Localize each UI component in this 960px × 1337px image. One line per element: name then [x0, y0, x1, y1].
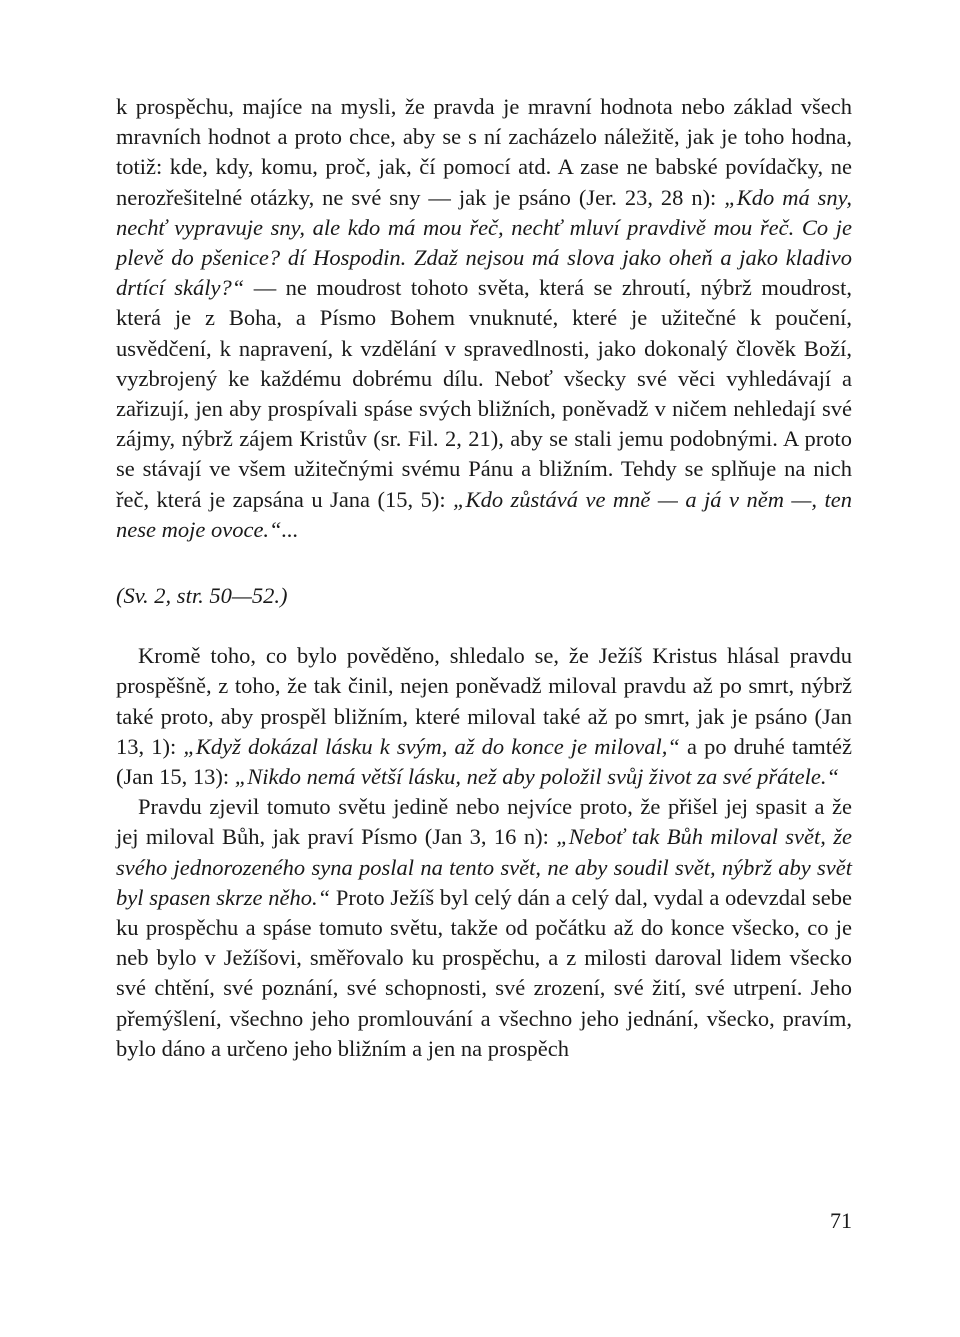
text-run: Kromě toho, co bylo pověděno, shledalo se, že Ježíš Kristus hlásal pravdu prospěšně, z toho, že tak činil, nejen poněvadž miloval pravdu až po smrt, nýbrž také proto, aby prospěl bližním, které miloval také až po smrt, jak je psáno (Jan 13, 1):: [116, 643, 852, 759]
quote-john-15: „Kdo zůstává ve mně — a já v něm —, ten nese moje ovoce.“...: [116, 486, 853, 542]
text-run: Proto Ježíš byl celý dán a celý dal, vydal a odevzdal sebe ku prospěchu a spáse tomuto světu, takže od počátku až do konce všecko, co je neb bylo v Ježíšovi, směřovalo ku prospěchu, a z milosti daroval lidem všecko své chtění, své poznání, své schopnosti, své zrození, své žití, své utrpení. Jeho přemýšlení, všechno jeho promlouvání a všechno jeho jednání, všecko, pravím, bylo dáno a určeno jeho bližním a jen na prospěch: [116, 884, 852, 1061]
source-reference: [116, 581, 852, 611]
quote-john-15-13: „Nikdo nemá větší lásku, než aby položil svůj život za své přátele.“: [234, 764, 840, 790]
text-run: k prospěchu, majíce na mysli, že pravda je mravní hodnota nebo základ všech mravních hodnot a proto chce, aby se s ní zacházelo náležitě, jak je toho hodna, totiž: kde, kdy, komu, proč, jak, čí pomocí atd. A zase ne babské povídačky, ne nerozřešitelné otázky, ne své sny — jak je psáno (Jer. 23, 28 n):: [116, 94, 852, 210]
quote-jeremiah: „Kdo má sny, nechť vypravuje sny, ale kdo má mou řeč, nechť mluví pravdivě mou řeč. Co je plevě do pšenice? dí Hospodin. Zdaž nejsou má slova jako oheň a jako kladivo drtící skály?“: [116, 184, 852, 301]
text-run: Pravdu zjevil tomuto světu jedině nebo nejvíce proto, že přišel jej spasit a že jej miloval Bůh, jak praví Písmo (Jan 3, 16 n):: [116, 794, 852, 850]
text-run: a po druhé tamtéž (Jan 15, 13):: [116, 733, 852, 790]
reference-text: (Sv. 2, str. 50—52.): [116, 583, 288, 609]
page-text: [116, 92, 852, 1064]
text-run: — ne moudrost tohoto světa, která se zhroutí, nýbrž moudrost, která je z Boha, a Písmo Bohem vnuknuté, které je užitečné k poučení, usvědčení, k napravení, k vzdělání v spravedlnosti, jako dokonalý člověk Boží, vyzbrojený ke každému dobrému dílu. Neboť všecky své věci vyhledávají a zařizují, jen aby prospívali spáse svých bližních, poněvadž v ničem nehledají své zájmy, nýbrž zájem Kristův (sr. Fil. 2, 21), aby se stali jemu podobnými. A proto se stávají ve všem užitečnými svému Pánu a bližním. Tehdy se splňuje na nich řeč, která je zapsána u Jana (15, 5):: [116, 275, 852, 512]
quote-john-13: „Když dokázal lásku k svým, až do konce je miloval,“: [183, 733, 680, 759]
paragraph-2: [116, 641, 852, 792]
paragraph-1: [116, 92, 852, 545]
paragraph-3: [116, 792, 852, 1064]
page-number: 71: [830, 1208, 852, 1233]
quote-john-3: „Neboť tak Bůh miloval svět, že svého jednorozeného syna poslal na tento svět, ne aby soudil svět, nýbrž aby svět byl spasen skrze něho.“: [116, 824, 852, 910]
